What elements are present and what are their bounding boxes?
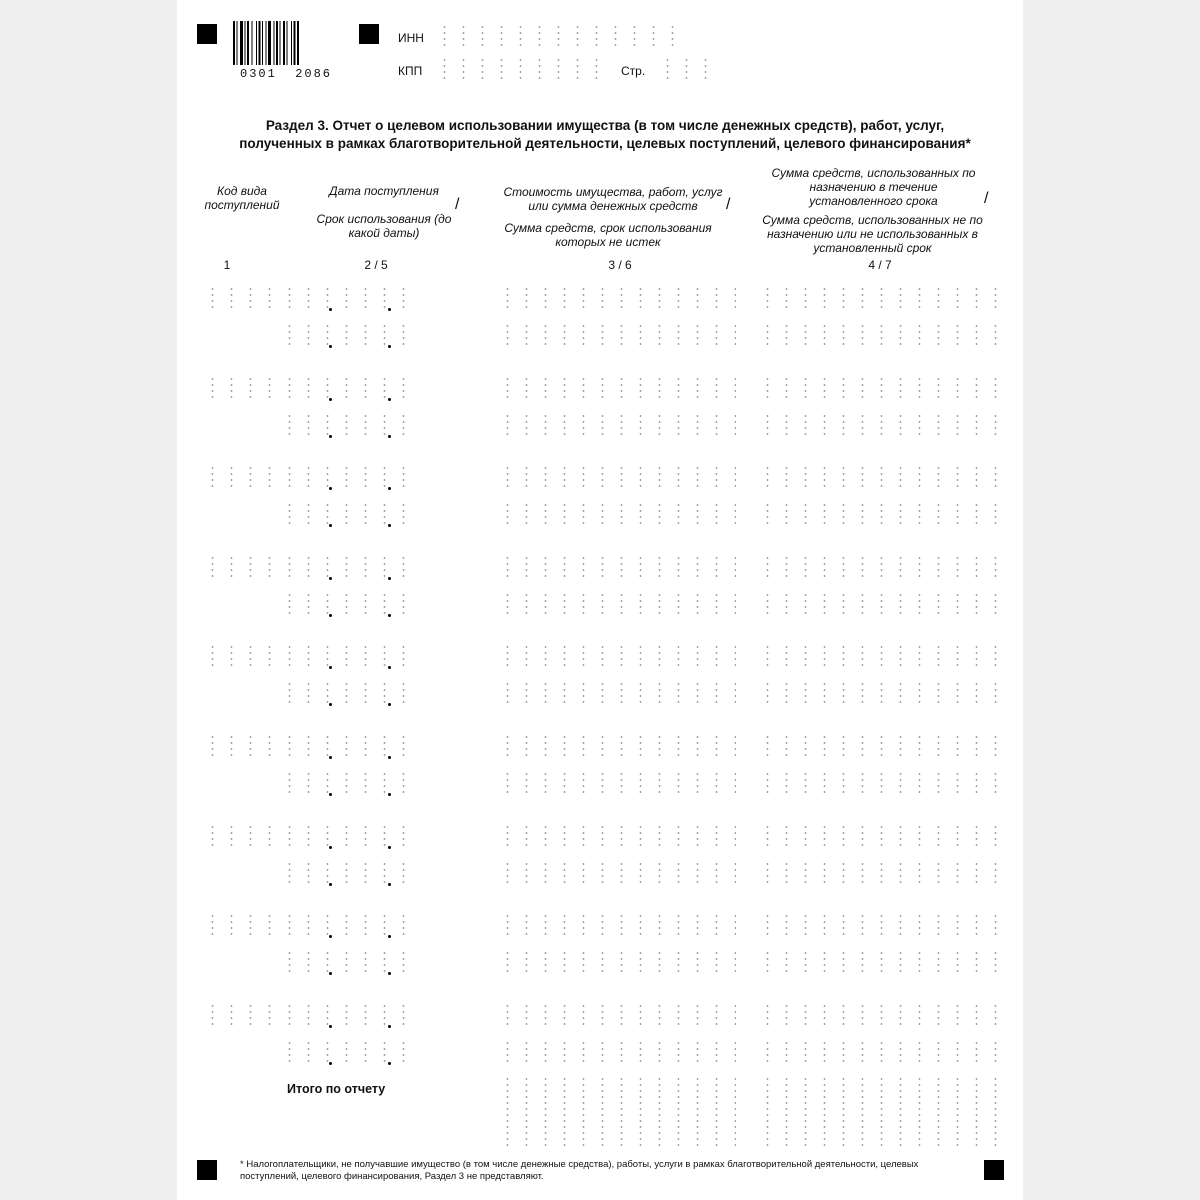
date-separator-dot: [329, 935, 332, 938]
col3-header-bottom: Сумма средств, срок использования которых не истек: [504, 221, 712, 249]
col4-header-top: Сумма средств, использованных по назначению в течение установленного срока: [771, 166, 976, 208]
date-separator-dot: [329, 846, 332, 849]
date-separator-dot: [388, 703, 391, 706]
receipt-code-field[interactable]: [203, 376, 275, 400]
date-separator-dot: [388, 935, 391, 938]
date-separator-dot: [388, 1062, 391, 1065]
date-separator-dot: [388, 614, 391, 617]
receipt-date-field[interactable]: [280, 913, 410, 937]
usage-deadline-field[interactable]: [280, 861, 410, 885]
date-separator-dot: [388, 846, 391, 849]
unexpired-amount-field[interactable]: [498, 771, 736, 795]
property-value-field[interactable]: [498, 376, 736, 400]
misused-amount-field[interactable]: [758, 1040, 998, 1064]
misused-amount-field[interactable]: [758, 323, 998, 347]
property-value-field[interactable]: [498, 824, 736, 848]
corner-marker-bottom-right: [984, 1160, 1004, 1180]
date-separator-dot: [329, 308, 332, 311]
used-on-time-field[interactable]: [758, 465, 998, 489]
misused-amount-field[interactable]: [758, 861, 998, 885]
receipt-code-field[interactable]: [203, 734, 275, 758]
col1-number: 1: [223, 258, 231, 272]
usage-deadline-field[interactable]: [280, 681, 410, 705]
date-separator-dot: [329, 345, 332, 348]
col2-header-top: Дата поступления: [329, 184, 439, 198]
used-on-time-field[interactable]: [758, 555, 998, 579]
receipt-date-field[interactable]: [280, 465, 410, 489]
corner-marker-top-left: [197, 24, 217, 44]
date-separator-dot: [388, 577, 391, 580]
used-on-time-field[interactable]: [758, 734, 998, 758]
misused-amount-field[interactable]: [758, 592, 998, 616]
date-separator-dot: [388, 524, 391, 527]
unexpired-amount-field[interactable]: [498, 413, 736, 437]
receipt-code-field[interactable]: [203, 555, 275, 579]
date-separator-dot: [329, 524, 332, 527]
barcode-number: 0301 2086: [240, 67, 333, 81]
date-separator-dot: [329, 1025, 332, 1028]
footnote: * Налогоплательщики, не получавшие имущество (в том числе денежные средства), работы, услуги в рамках благотворительной деятельности, целевых поступлений, целевого финансирования, Раздел 3 не представляют.: [240, 1159, 919, 1182]
property-value-field[interactable]: [498, 555, 736, 579]
date-separator-dot: [388, 487, 391, 490]
col4-header-bottom: Сумма средств, использованных не по назначению или не использованных в установленный срок: [762, 213, 983, 255]
date-separator-dot: [388, 435, 391, 438]
receipt-code-field[interactable]: [203, 286, 275, 310]
section-title: [190, 117, 1020, 153]
kpp-label: КПП: [398, 64, 423, 78]
used-on-time-field[interactable]: [758, 286, 998, 310]
kpp-field[interactable]: [435, 57, 606, 81]
property-value-field[interactable]: [498, 644, 736, 668]
property-value-field[interactable]: [498, 913, 736, 937]
misused-amount-field[interactable]: [758, 413, 998, 437]
used-on-time-field[interactable]: [758, 913, 998, 937]
date-separator-dot: [329, 703, 332, 706]
date-separator-dot: [388, 883, 391, 886]
inn-field[interactable]: [435, 24, 677, 48]
date-separator-dot: [329, 883, 332, 886]
date-separator-dot: [329, 487, 332, 490]
total-label: Итого по отчету: [287, 1082, 386, 1096]
usage-deadline-field[interactable]: [280, 1040, 410, 1064]
page-number-field[interactable]: [658, 57, 715, 81]
unexpired-amount-field[interactable]: [498, 502, 736, 526]
date-separator-dot: [329, 614, 332, 617]
corner-marker-top-right: [359, 24, 379, 44]
property-value-field[interactable]: [498, 286, 736, 310]
date-separator-dot: [388, 345, 391, 348]
date-separator-dot: [388, 398, 391, 401]
unexpired-amount-field[interactable]: [498, 1040, 736, 1064]
col2-header-bottom: Срок использования (до какой даты): [316, 212, 452, 240]
unexpired-amount-field[interactable]: [498, 681, 736, 705]
col3-header-top: Стоимость имущества, работ, услуг или сумма денежных средств: [503, 185, 723, 213]
receipt-date-field[interactable]: [280, 734, 410, 758]
inn-label: ИНН: [398, 31, 424, 45]
receipt-date-field[interactable]: [280, 286, 410, 310]
property-value-field[interactable]: [498, 734, 736, 758]
receipt-code-field[interactable]: [203, 824, 275, 848]
col2-slash: /: [455, 196, 460, 213]
date-separator-dot: [329, 666, 332, 669]
total-field-col4[interactable]: [758, 1076, 998, 1146]
date-separator-dot: [329, 756, 332, 759]
date-separator-dot: [388, 972, 391, 975]
date-separator-dot: [329, 398, 332, 401]
col2-number: 2 / 5: [364, 258, 388, 272]
unexpired-amount-field[interactable]: [498, 323, 736, 347]
usage-deadline-field[interactable]: [280, 950, 410, 974]
date-separator-dot: [388, 1025, 391, 1028]
date-separator-dot: [388, 666, 391, 669]
col3-slash: /: [726, 196, 731, 213]
misused-amount-field[interactable]: [758, 771, 998, 795]
date-separator-dot: [329, 793, 332, 796]
unexpired-amount-field[interactable]: [498, 592, 736, 616]
corner-marker-bottom-left: [197, 1160, 217, 1180]
used-on-time-field[interactable]: [758, 824, 998, 848]
usage-deadline-field[interactable]: [280, 771, 410, 795]
unexpired-amount-field[interactable]: [498, 861, 736, 885]
barcode-image: [233, 21, 343, 65]
misused-amount-field[interactable]: [758, 681, 998, 705]
receipt-date-field[interactable]: [280, 824, 410, 848]
usage-deadline-field[interactable]: [280, 413, 410, 437]
receipt-date-field[interactable]: [280, 1003, 410, 1027]
unexpired-amount-field[interactable]: [498, 950, 736, 974]
usage-deadline-field[interactable]: [280, 592, 410, 616]
col4-slash: /: [984, 190, 989, 207]
receipt-date-field[interactable]: [280, 644, 410, 668]
receipt-date-field[interactable]: [280, 376, 410, 400]
date-separator-dot: [388, 756, 391, 759]
misused-amount-field[interactable]: [758, 502, 998, 526]
total-field-col3[interactable]: [498, 1076, 736, 1146]
date-separator-dot: [329, 577, 332, 580]
used-on-time-field[interactable]: [758, 644, 998, 668]
usage-deadline-field[interactable]: [280, 502, 410, 526]
col3-number: 3 / 6: [608, 258, 632, 272]
date-separator-dot: [329, 1062, 332, 1065]
receipt-date-field[interactable]: [280, 555, 410, 579]
date-separator-dot: [388, 308, 391, 311]
receipt-code-field[interactable]: [203, 1003, 275, 1027]
used-on-time-field[interactable]: [758, 1003, 998, 1027]
receipt-code-field[interactable]: [203, 465, 275, 489]
col1-header: Код вида поступлений: [204, 184, 280, 212]
section-title-line-2: полученных в рамках благотворительной деятельности, целевых поступлений, целевого финансирования*: [239, 136, 971, 151]
date-separator-dot: [388, 793, 391, 796]
col4-number: 4 / 7: [868, 258, 892, 272]
receipt-code-field[interactable]: [203, 913, 275, 937]
usage-deadline-field[interactable]: [280, 323, 410, 347]
date-separator-dot: [329, 435, 332, 438]
property-value-field[interactable]: [498, 465, 736, 489]
section-title-line-1: Раздел 3. Отчет о целевом использовании имущества (в том числе денежных средств), работ, услуг,: [265, 118, 945, 133]
page-label: Стр.: [621, 64, 646, 78]
date-separator-dot: [329, 972, 332, 975]
receipt-code-field[interactable]: [203, 644, 275, 668]
used-on-time-field[interactable]: [758, 376, 998, 400]
misused-amount-field[interactable]: [758, 950, 998, 974]
property-value-field[interactable]: [498, 1003, 736, 1027]
